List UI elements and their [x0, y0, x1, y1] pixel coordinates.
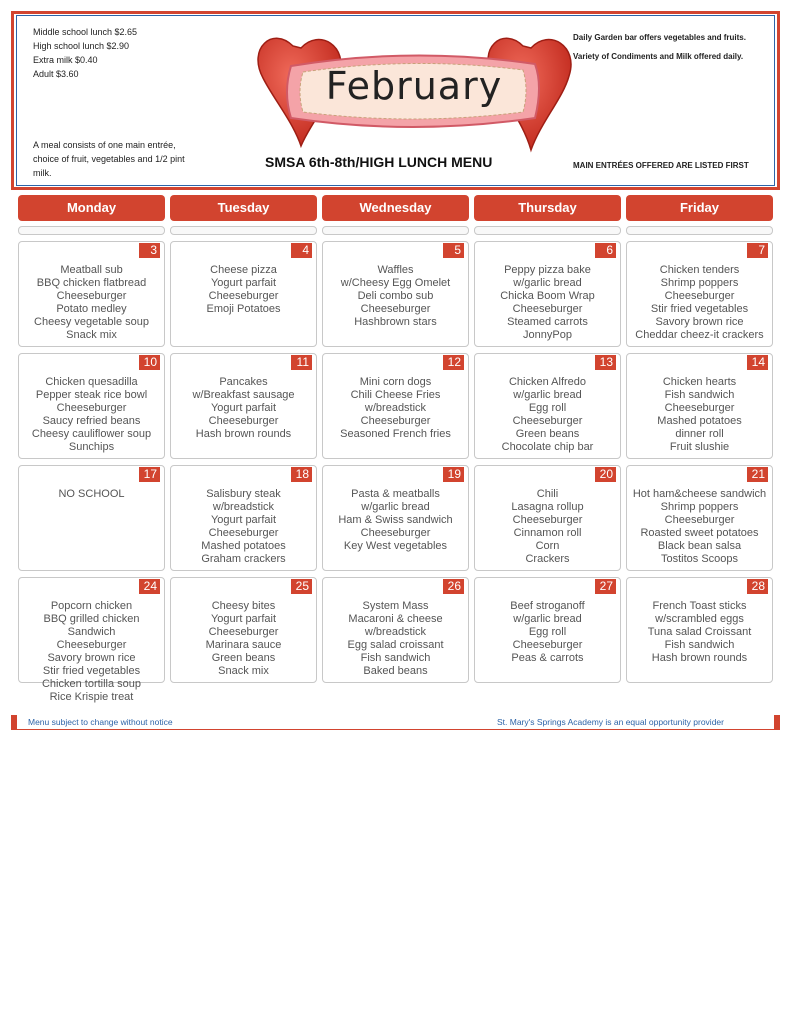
menu-item: Cheeseburger [360, 415, 431, 427]
day-cell [170, 241, 317, 347]
menu-items [19, 488, 164, 501]
menu-item: System Mass [362, 600, 429, 612]
menu-item: Egg roll [528, 402, 567, 414]
menu-item: w/garlic bread [513, 613, 582, 625]
menu-item: Stir fried vegetables [42, 665, 141, 677]
menu-item: Fish sandwich [664, 639, 735, 651]
menu-items [627, 600, 772, 665]
menu-items [475, 264, 620, 342]
day-cell [18, 465, 165, 571]
date-badge: 27 [595, 579, 616, 594]
menu-item: Sunchips [68, 441, 115, 453]
menu-items [475, 376, 620, 454]
menu-item: Mini corn dogs [359, 376, 432, 388]
date-badge: 11 [291, 355, 312, 370]
menu-item: w/breadstick [364, 626, 427, 638]
menu-item: Chocolate chip bar [501, 441, 594, 453]
menu-item: Fish sandwich [360, 652, 431, 664]
menu-item: Crackers [525, 553, 570, 565]
menu-item: Yogurt parfait [210, 277, 277, 289]
condiments-note: Variety of Condiments and Milk offered daily. [573, 52, 744, 61]
menu-item: Chicken hearts [662, 376, 737, 388]
day-cell [474, 465, 621, 571]
menu-item: Chili [536, 488, 559, 500]
date-badge: 19 [443, 467, 464, 482]
menu-item: Hot ham&cheese sandwich [632, 488, 767, 500]
date-badge: 3 [139, 243, 160, 258]
day-cell [170, 577, 317, 683]
menu-item: Rice Krispie treat [49, 691, 134, 703]
date-badge: 18 [291, 467, 312, 482]
menu-item: Marinara sauce [205, 639, 282, 651]
menu-item: JonnyPop [523, 329, 572, 341]
menu-item: Cheesy vegetable soup [34, 316, 149, 328]
menu-item: Corn [535, 540, 560, 552]
price-middle-school: Middle school lunch $2.65 [33, 27, 138, 37]
menu-item: Cheeseburger [208, 527, 279, 539]
menu-item: Pasta & meatballs [351, 488, 440, 500]
day-header-tuesday: Tuesday [170, 195, 317, 221]
menu-item: Peas & carrots [511, 652, 584, 664]
menu-item: Cheeseburger [664, 514, 735, 526]
menu-item: w/breadstick [364, 402, 427, 414]
price-high-school: High school lunch $2.90 [33, 41, 130, 51]
date-badge: 20 [595, 467, 616, 482]
menu-item: Cheese pizza [210, 264, 277, 276]
price-list [33, 25, 137, 81]
menu-item: Savory brown rice [47, 652, 136, 664]
menu-item: w/scrambled eggs [655, 613, 744, 625]
menu-item: Popcorn chicken [50, 600, 133, 612]
menu-items [171, 264, 316, 316]
menu-item: Cheeseburger [360, 527, 431, 539]
menu-items [475, 600, 620, 665]
menu-items [323, 600, 468, 678]
spacer-row-cell [322, 226, 469, 235]
menu-item: Roasted sweet potatoes [640, 527, 759, 539]
day-cell [626, 465, 773, 571]
date-badge: 6 [595, 243, 616, 258]
footer-disclaimer: Menu subject to change without notice [28, 717, 173, 727]
logo-month-text: February [325, 64, 503, 108]
menu-item: Chicken tenders [659, 264, 740, 276]
day-header-friday: Friday [626, 195, 773, 221]
menu-item: Hash brown rounds [195, 428, 292, 440]
date-badge: 17 [139, 467, 160, 482]
menu-item: Snack mix [218, 665, 269, 677]
menu-item: Graham crackers [201, 553, 286, 565]
menu-item: Beef stroganoff [510, 600, 585, 612]
menu-item: Chili Cheese Fries [350, 389, 441, 401]
menu-item: Tuna salad Croissant [647, 626, 752, 638]
date-badge: 7 [747, 243, 768, 258]
spacer-row-cell [18, 226, 165, 235]
menu-item: Saucy refried beans [42, 415, 141, 427]
spacer-row-cell [170, 226, 317, 235]
menu-item: Cheeseburger [56, 290, 127, 302]
menu-item: Steamed carrots [507, 316, 588, 328]
menu-item: Hashbrown stars [354, 316, 437, 328]
menu-header [11, 11, 780, 190]
day-cell [18, 241, 165, 347]
spacer-row-cell [626, 226, 773, 235]
menu-items [19, 264, 164, 342]
menu-item: NO SCHOOL [58, 488, 125, 500]
menu-title: SMSA 6th-8th/HIGH LUNCH MENU [265, 154, 493, 170]
footer-equal-opportunity: St. Mary's Springs Academy is an equal opportunity provider [497, 717, 724, 727]
price-extra-milk: Extra milk $0.40 [33, 55, 98, 65]
menu-item: Cheeseburger [56, 402, 127, 414]
menu-item: Shrimp poppers [660, 501, 739, 513]
menu-item: Cheeseburger [664, 290, 735, 302]
footer-left-accent [11, 715, 17, 729]
meal-note: A meal consists of one main entrée, choice of fruit, vegetables and 1/2 pint milk. [33, 140, 185, 178]
date-badge: 24 [139, 579, 160, 594]
day-cell [474, 241, 621, 347]
daily-notes [573, 28, 746, 66]
menu-item: Meatball sub [60, 264, 123, 276]
menu-item: Emoji Potatoes [206, 303, 281, 315]
menu-item: Sandwich [67, 626, 116, 638]
header-inner-border [16, 15, 775, 186]
menu-item: Savory brown rice [655, 316, 744, 328]
menu-item: Snack mix [66, 329, 117, 341]
menu-item: Black bean salsa [657, 540, 742, 552]
menu-items [475, 488, 620, 566]
menu-item: Cheeseburger [56, 639, 127, 651]
menu-items [171, 376, 316, 441]
menu-item: Fish sandwich [664, 389, 735, 401]
menu-item: Cheesy cauliflower soup [31, 428, 152, 440]
menu-items [323, 488, 468, 553]
date-badge: 10 [139, 355, 160, 370]
menu-item: Ham & Swiss sandwich [338, 514, 453, 526]
day-cell [170, 465, 317, 571]
menu-item: Mashed potatoes [201, 540, 286, 552]
garden-bar-note: Daily Garden bar offers vegetables and fruits. [573, 33, 746, 42]
menu-items [171, 600, 316, 678]
menu-items [627, 376, 772, 454]
menu-item: Yogurt parfait [210, 613, 277, 625]
menu-item: French Toast sticks [652, 600, 747, 612]
menu-item: Green beans [515, 428, 580, 440]
menu-item: Cheeseburger [208, 290, 279, 302]
menu-item: Hash brown rounds [651, 652, 748, 664]
menu-item: dinner roll [675, 428, 724, 440]
menu-items [323, 264, 468, 329]
menu-item: BBQ chicken flatbread [36, 277, 147, 289]
main-entrees-note: MAIN ENTRÉES OFFERED ARE LISTED FIRST [573, 161, 749, 170]
menu-item: Egg roll [528, 626, 567, 638]
day-cell [626, 577, 773, 683]
menu-items [19, 376, 164, 454]
menu-item: w/garlic bread [361, 501, 430, 513]
menu-items [323, 376, 468, 441]
date-badge: 13 [595, 355, 616, 370]
day-cell [18, 577, 165, 703]
menu-item: Peppy pizza bake [504, 264, 591, 276]
menu-items [19, 600, 164, 704]
price-adult: Adult $3.60 [33, 69, 79, 79]
menu-item: Macaroni & cheese [348, 613, 443, 625]
menu-item: Cheeseburger [512, 514, 583, 526]
menu-items [627, 488, 772, 566]
day-cell [322, 353, 469, 459]
date-badge: 12 [443, 355, 464, 370]
footer-divider [11, 729, 780, 730]
menu-item: w/garlic bread [513, 277, 582, 289]
menu-item: Deli combo sub [357, 290, 434, 302]
menu-item: Baked beans [363, 665, 428, 677]
menu-item: Cheeseburger [512, 415, 583, 427]
menu-item: Potato medley [56, 303, 127, 315]
menu-item: Egg salad croissant [347, 639, 444, 651]
day-cell [626, 241, 773, 347]
date-badge: 26 [443, 579, 464, 594]
menu-item: Mashed potatoes [657, 415, 742, 427]
menu-items [171, 488, 316, 566]
menu-item: BBQ grilled chicken [43, 613, 140, 625]
menu-item: Pancakes [219, 376, 268, 388]
day-header-thursday: Thursday [474, 195, 621, 221]
day-cell [170, 353, 317, 459]
day-cell [474, 353, 621, 459]
day-header-monday: Monday [18, 195, 165, 221]
day-cell [626, 353, 773, 459]
day-cell [18, 353, 165, 459]
menu-item: Chicken tortilla soup [41, 678, 142, 690]
footer-right-accent [774, 715, 780, 729]
day-cell [322, 577, 469, 683]
menu-item: Cheeseburger [208, 415, 279, 427]
menu-item: Yogurt parfait [210, 514, 277, 526]
menu-item: Stir fried vegetables [650, 303, 749, 315]
menu-item: Pepper steak rice bowl [35, 389, 148, 401]
day-header-wednesday: Wednesday [322, 195, 469, 221]
menu-item: w/Cheesy Egg Omelet [340, 277, 451, 289]
date-badge: 5 [443, 243, 464, 258]
menu-item: Cheeseburger [208, 626, 279, 638]
menu-item: w/Breakfast sausage [192, 389, 295, 401]
menu-item: Yogurt parfait [210, 402, 277, 414]
menu-item: Seasoned French fries [340, 428, 451, 440]
date-badge: 14 [747, 355, 768, 370]
menu-item: Cinnamon roll [513, 527, 582, 539]
menu-item: Cheeseburger [512, 303, 583, 315]
february-logo [253, 26, 573, 154]
date-badge: 21 [747, 467, 768, 482]
day-cell [322, 241, 469, 347]
menu-item: Cheeseburger [360, 303, 431, 315]
menu-item: w/garlic bread [513, 389, 582, 401]
day-cell [322, 465, 469, 571]
menu-item: Shrimp poppers [660, 277, 739, 289]
date-badge: 28 [747, 579, 768, 594]
menu-item: Fruit slushie [669, 441, 730, 453]
menu-item: Cheesy bites [211, 600, 276, 612]
menu-item: Chicken quesadilla [45, 376, 138, 388]
date-badge: 25 [291, 579, 312, 594]
menu-item: Cheeseburger [512, 639, 583, 651]
date-badge: 4 [291, 243, 312, 258]
day-cell [474, 577, 621, 683]
menu-items [627, 264, 772, 342]
menu-item: Salisbury steak [206, 488, 281, 500]
menu-item: Waffles [377, 264, 414, 276]
menu-item: Lasagna rollup [511, 501, 584, 513]
menu-item: Chicka Boom Wrap [500, 290, 595, 302]
menu-item: Key West vegetables [343, 540, 448, 552]
menu-item: Cheeseburger [664, 402, 735, 414]
menu-item: Green beans [211, 652, 276, 664]
menu-item: w/breadstick [212, 501, 275, 513]
menu-item: Cheddar cheez-it crackers [635, 329, 764, 341]
spacer-row-cell [474, 226, 621, 235]
menu-item: Tostitos Scoops [660, 553, 739, 565]
menu-item: Chicken Alfredo [508, 376, 587, 388]
